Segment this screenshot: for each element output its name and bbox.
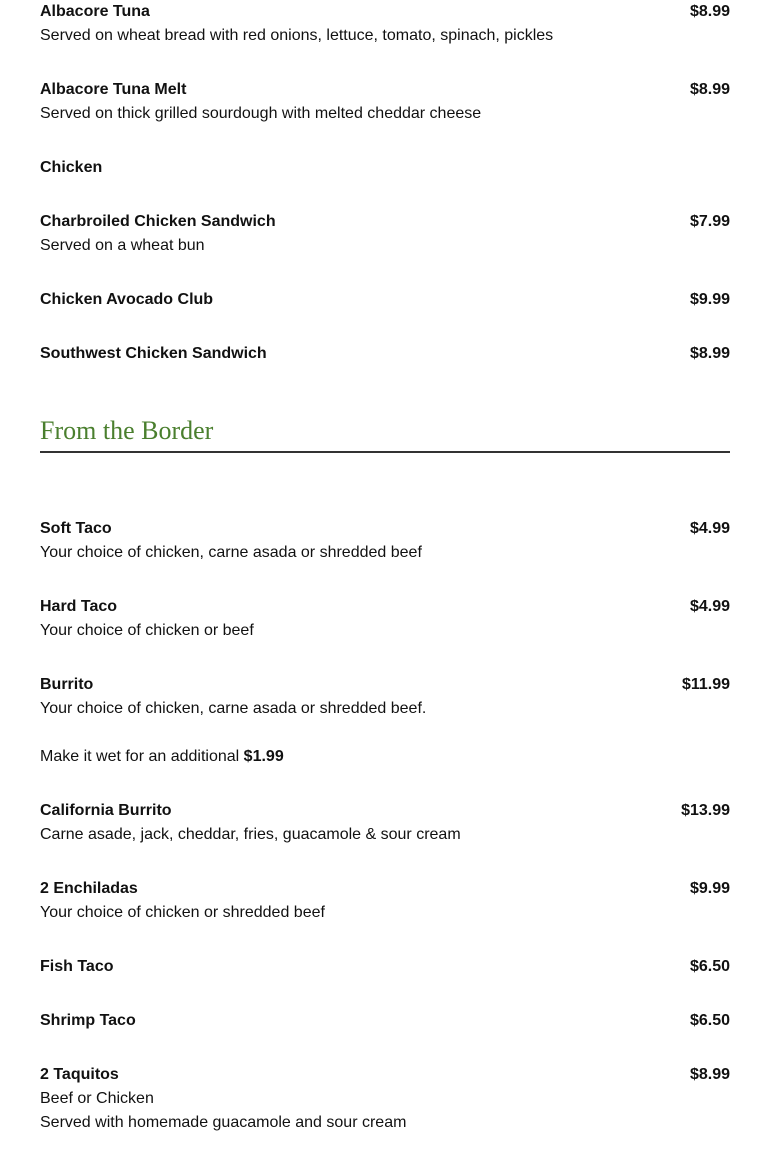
menu-item-shrimp-taco: [40, 1009, 730, 1033]
item-price: $9.99: [689, 291, 730, 308]
item-description: Served on a wheat bun: [40, 237, 205, 254]
menu-item-charbroiled-chicken-sandwich: [40, 210, 730, 258]
item-price: $8.99: [689, 1066, 730, 1083]
extra-option-price: $1.99: [243, 748, 284, 765]
menu-item-fish-taco: [40, 955, 730, 979]
item-name: Fish Taco: [40, 958, 114, 975]
item-name: Charbroiled Chicken Sandwich: [40, 213, 276, 230]
item-name: 2 Taquitos: [40, 1066, 119, 1083]
item-price: $6.50: [689, 1012, 730, 1029]
menu-item-albacore-tuna-melt: [40, 78, 730, 126]
item-price: $4.99: [689, 520, 730, 537]
item-name: California Burrito: [40, 802, 172, 819]
item-name: Albacore Tuna Melt: [40, 81, 187, 98]
item-name: Burrito: [40, 676, 94, 693]
item-description: Your choice of chicken, carne asada or shredded beef: [40, 544, 422, 561]
menu-item-chicken-avocado-club: [40, 288, 730, 312]
item-price: $7.99: [689, 213, 730, 230]
item-description: Served on wheat bread with red onions, lettuce, tomato, spinach, pickles: [40, 27, 554, 44]
item-price: $11.99: [681, 676, 730, 693]
item-price: $13.99: [681, 802, 730, 819]
item-price: $8.99: [689, 345, 730, 362]
item-name: Southwest Chicken Sandwich: [40, 345, 267, 362]
menu-item-2-enchiladas: [40, 877, 730, 925]
item-description: Carne asade, jack, cheddar, fries, guacamole & sour cream: [40, 826, 461, 843]
item-description: Beef or Chicken: [40, 1090, 154, 1107]
menu-item-california-burrito: [40, 799, 730, 847]
menu-item-2-taquitos: [40, 1063, 730, 1135]
item-name: Soft Taco: [40, 520, 112, 537]
category-heading-chicken: Chicken: [40, 159, 103, 176]
item-name: Chicken Avocado Club: [40, 291, 214, 308]
item-price: $9.99: [689, 880, 730, 897]
item-description: Your choice of chicken or shredded beef: [40, 904, 325, 921]
item-name: Shrimp Taco: [40, 1012, 136, 1029]
item-name: 2 Enchiladas: [40, 880, 138, 897]
item-name: Albacore Tuna: [40, 3, 150, 20]
item-price: $8.99: [689, 81, 730, 98]
item-description: Your choice of chicken or beef: [40, 622, 254, 639]
menu-item-burrito: [40, 673, 730, 721]
item-price: $4.99: [689, 598, 730, 615]
menu-item-soft-taco: [40, 517, 730, 565]
extra-option-text: Make it wet for an additional: [40, 748, 240, 765]
burrito-wet-option: [40, 745, 284, 769]
menu-item-hard-taco: [40, 595, 730, 643]
item-description-secondary: Served with homemade guacamole and sour cream: [40, 1114, 407, 1131]
item-description: Served on thick grilled sourdough with melted cheddar cheese: [40, 105, 482, 122]
section-divider: [40, 451, 730, 453]
menu-item-albacore-tuna: [40, 0, 730, 48]
item-price: $6.50: [689, 958, 730, 975]
item-name: Hard Taco: [40, 598, 118, 615]
item-price: $8.99: [689, 3, 730, 20]
menu-item-southwest-chicken-sandwich: [40, 342, 730, 366]
section-title-from-the-border: From the Border: [40, 416, 214, 445]
item-description: Your choice of chicken, carne asada or shredded beef.: [40, 700, 427, 717]
